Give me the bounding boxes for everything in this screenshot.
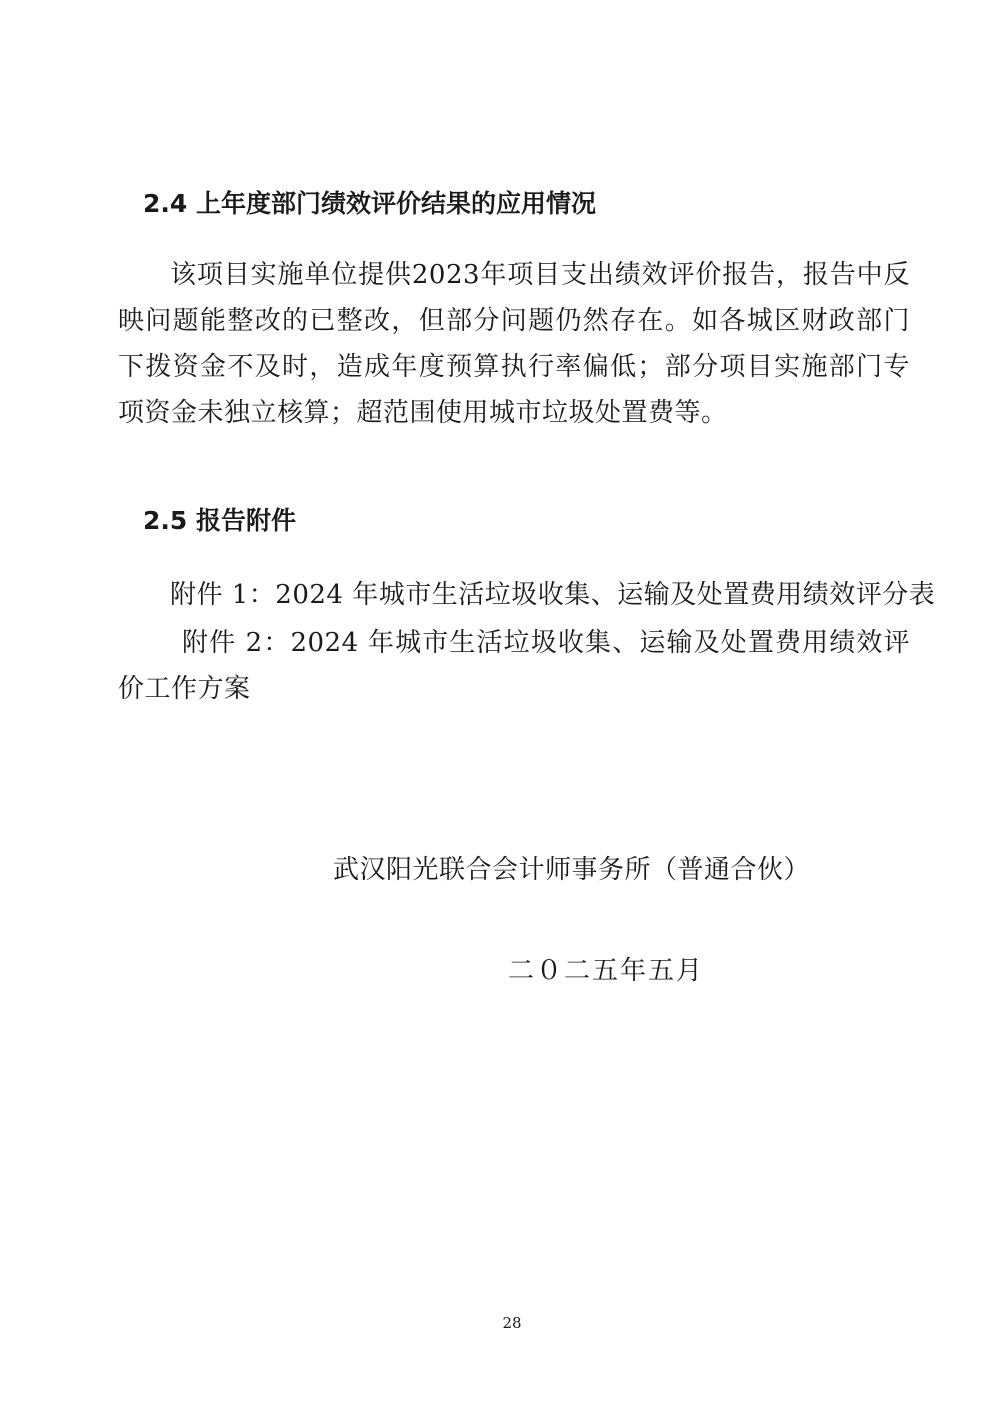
- section-heading-2-5: 2.5 报告附件: [143, 506, 296, 535]
- signature-date: 二０二五年五月: [508, 956, 705, 986]
- page-number: 28: [502, 1314, 522, 1332]
- signature-firm-name: 武汉阳光联合会计师事务所（普通合伙）: [333, 855, 811, 885]
- section-heading-2-4: 2.4 上年度部门绩效评价结果的应用情况: [143, 189, 596, 218]
- attachment-item-1: 附件 1：2024 年城市生活垃圾收集、运输及处置费用绩效评分表: [170, 580, 936, 610]
- attachment-item-2: 附件 2：2024 年城市生活垃圾收集、运输及处置费用绩效评价工作方案: [118, 628, 910, 704]
- section-2-4-paragraph: 该项目实施单位提供2023年项目支出绩效评价报告，报告中反映问题能整改的已整改，但部分问题仍然存在。如各城区财政部门下拨资金不及时，造成年度预算执行率偏低；部分项目实施部门专项资金未独立核算；超范围使用城市垃圾处置费等。: [118, 260, 910, 428]
